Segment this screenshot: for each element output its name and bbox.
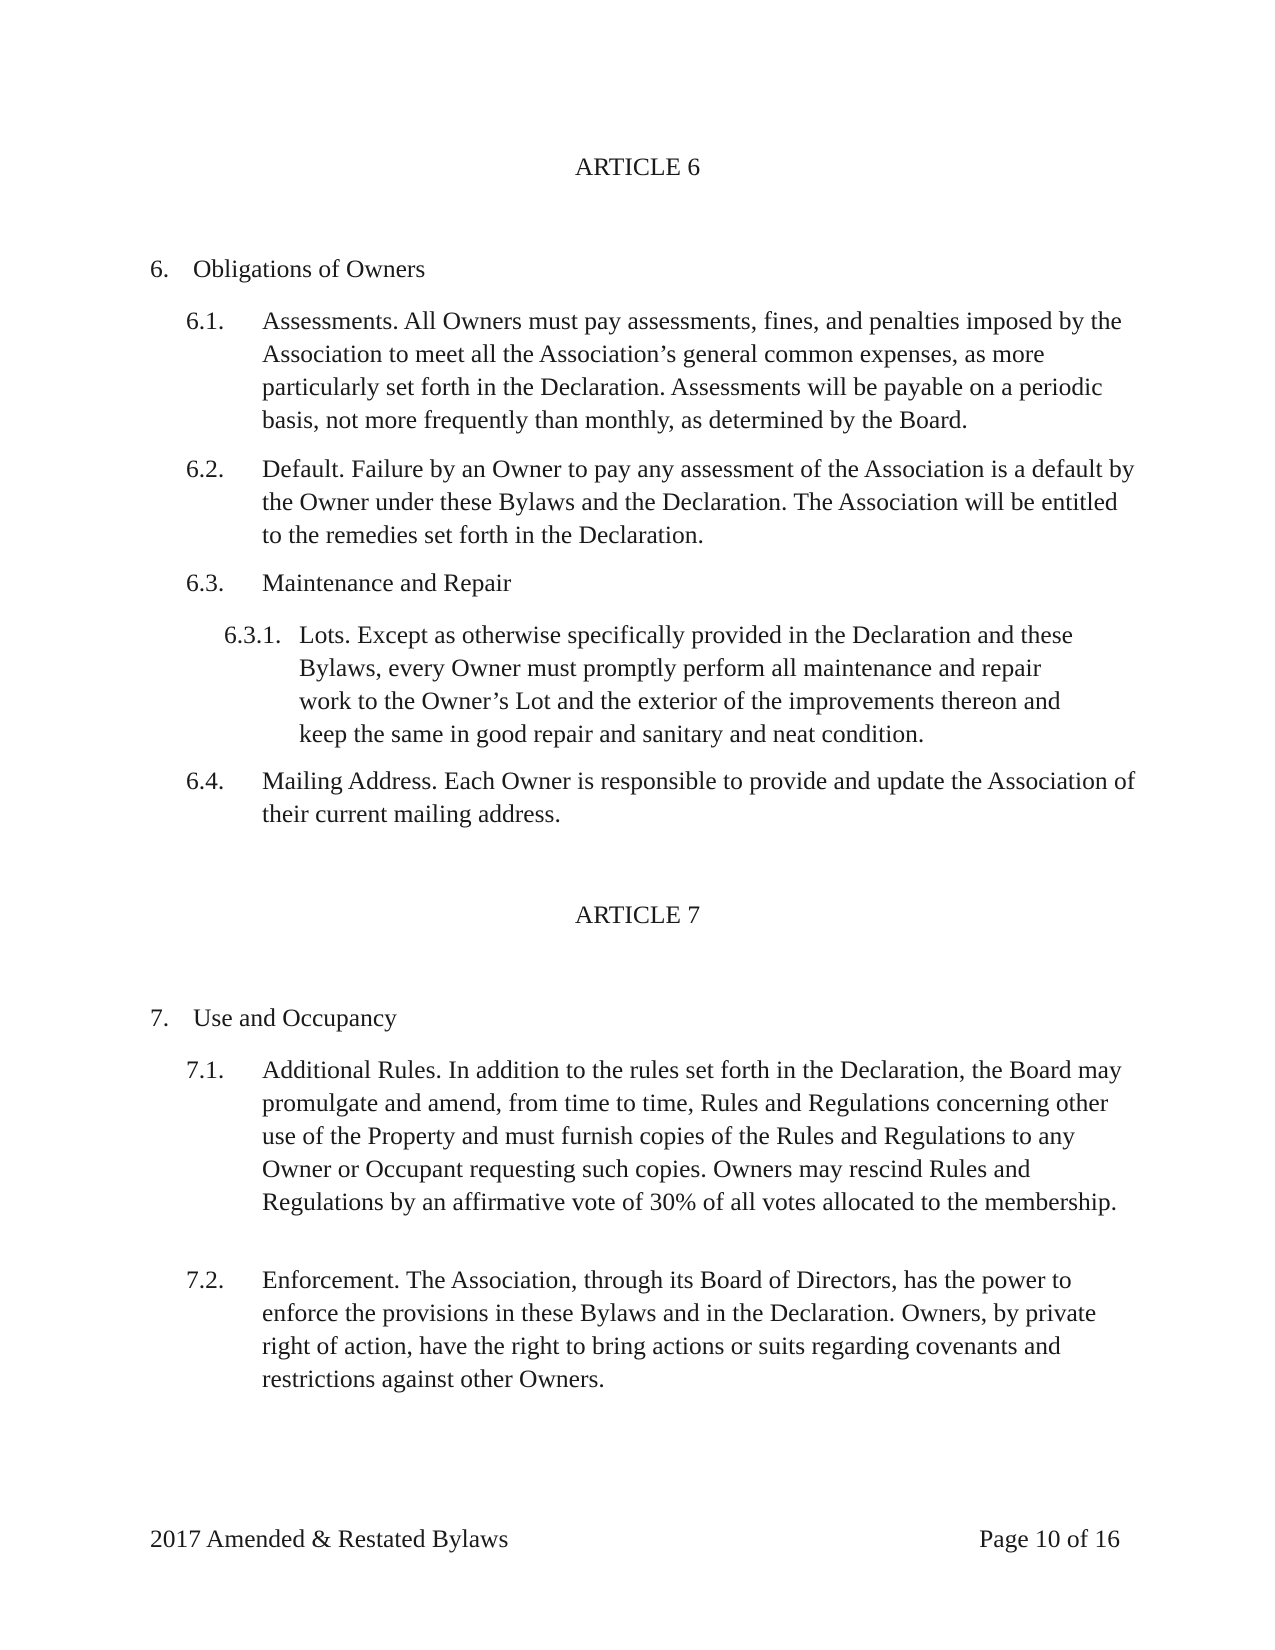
article-7-heading: ARTICLE 7	[574, 900, 701, 929]
footer-document-title: 2017 Amended & Restated Bylaws	[150, 1524, 509, 1553]
clause-number: 7.1.	[186, 1055, 225, 1084]
clause-number: 6.4.	[186, 766, 225, 795]
clause-number: 6.2.	[186, 454, 225, 483]
clause-text: Mailing Address. Each Owner is responsible to provide and update the Association of their current mailing address.	[262, 766, 1136, 828]
clause-text: Additional Rules. In addition to the rules set forth in the Declaration, the Board may promulgate and amend, from time to time, Rules and Regulations concerning other use of the Property and must furnish copies of the Rules and Regulations to any Owner or Occupant requesting such copies. Owners may rescind Rules and Regulations by an affirmative vote of 30% of all votes allocated to the membership.	[262, 1055, 1122, 1216]
clause-6-1	[186, 304, 1136, 436]
section-number: 6.	[150, 254, 170, 283]
clause-6-3	[186, 566, 1136, 599]
section-number: 7.	[150, 1003, 170, 1032]
clause-number: 6.3.1.	[224, 620, 282, 649]
clause-6-4	[186, 764, 1136, 830]
clause-text: Default. Failure by an Owner to pay any assessment of the Association is a default by the Owner under these Bylaws and the Declaration. The Association will be entitled to the remedies set forth in the Declaration.	[262, 454, 1135, 549]
section-title-text: Use and Occupancy	[193, 1003, 397, 1032]
clause-7-2	[186, 1263, 1136, 1395]
clause-text: Maintenance and Repair	[262, 568, 512, 597]
article-6-heading: ARTICLE 6	[574, 152, 701, 181]
clause-number: 6.1.	[186, 306, 225, 335]
section-6-title	[150, 252, 425, 285]
section-7-title	[150, 1001, 397, 1034]
clause-number: 7.2.	[186, 1265, 225, 1294]
clause-text: Enforcement. The Association, through its Board of Directors, has the power to enforce the provisions in these Bylaws and in the Declaration. Owners, by private right of action, have the right to bring actions or suits regarding covenants and restrictions against other Owners.	[262, 1265, 1097, 1393]
clause-text: Assessments. All Owners must pay assessments, fines, and penalties imposed by the Association to meet all the Association’s general common expenses, as more particularly set forth in the Declaration. Assessments will be payable on a periodic basis, not more frequently than monthly, as determined by the Board.	[262, 306, 1122, 434]
section-title-text: Obligations of Owners	[193, 254, 426, 283]
clause-number: 6.3.	[186, 568, 225, 597]
clause-text: Lots. Except as otherwise specifically provided in the Declaration and these Bylaws, every Owner must promptly perform all maintenance and repair work to the Owner’s Lot and the exterior of the improvements thereon and keep the same in good repair and sanitary and neat condition.	[299, 620, 1073, 748]
clause-7-1	[186, 1053, 1136, 1218]
clause-6-2	[186, 452, 1136, 551]
footer-page-number: Page 10 of 16	[979, 1524, 1120, 1553]
clause-6-3-1	[224, 618, 1124, 750]
